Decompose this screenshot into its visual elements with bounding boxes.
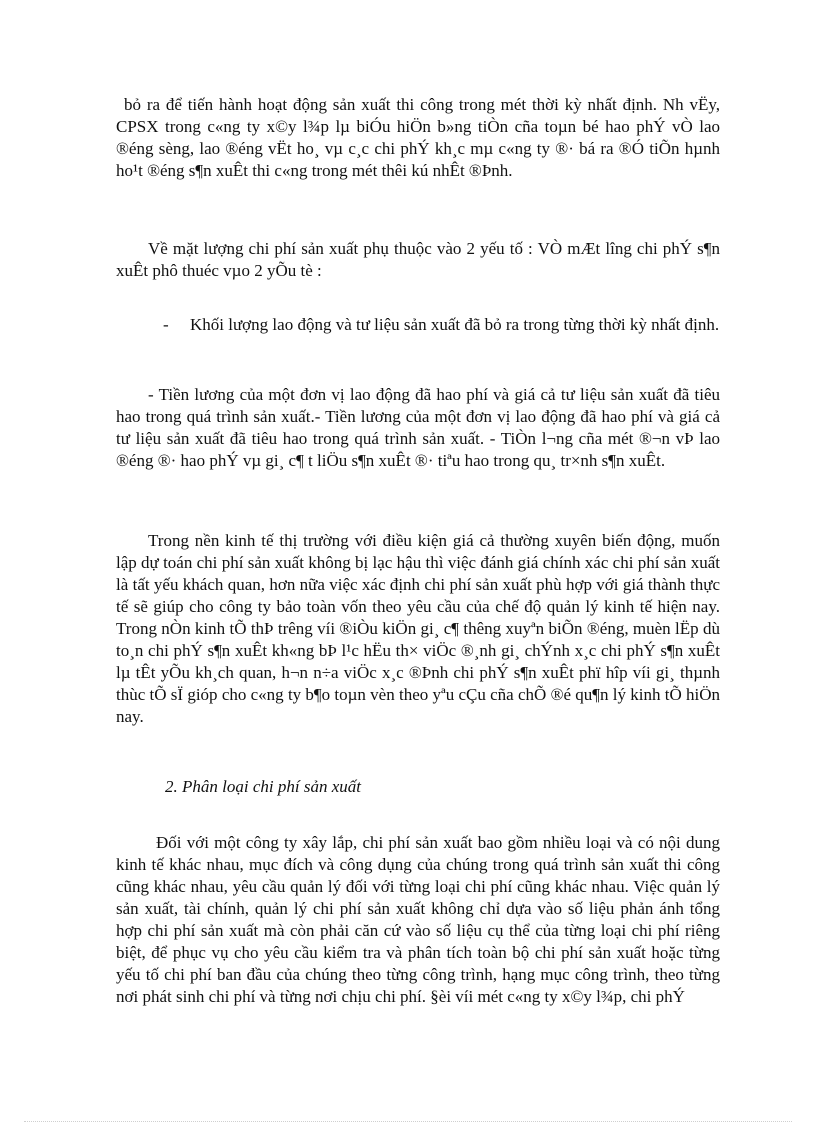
section-heading: 2. Phân loại chi phí sản xuất — [165, 777, 361, 796]
paragraph-cpsx-definition — [116, 94, 720, 182]
bullet-text: Khối lượng lao động và tư liệu sản xuất đã bỏ ra trong từng thời kỳ nhất định. — [190, 315, 720, 334]
page-bottom-divider — [24, 1121, 792, 1122]
paragraph-wages: - Tiền lương của một đơn vị lao động đã hao phí và giá cả tư liệu sản xuất đã tiêu hao trong quá trình sản xuất.- Tiền lương của một đơn vị lao động đã hao phí và giá cả tư liệu sản xuất đã tiêu hao trong quá trình sản xuất. - TiÒn l¬ng cña mét ®¬n vÞ lao ®éng ®· hao phÝ vµ gi¸ c¶ t liÖu s¶n xuÊt ®· tiªu hao trong qu¸ tr×nh s¶n xuÊt. — [116, 385, 720, 470]
paragraph-cost-classification: Đối với một công ty xây lắp, chi phí sản xuất bao gồm nhiều loại và có nội dung kinh tế khác nhau, mục đích và công dụng của chúng trong quá trình sản xuất thi công cũng khác nhau, yêu cầu quản lý đối với từng loại chi phí cũng khác nhau. Việc quản lý sản xuất, tài chính, quản lý chi phí sản xuất không chỉ dựa vào số liệu phản ánh tổng hợp chi phí sản xuất mà còn phải căn cứ vào số liệu cụ thể của từng loại chi phí riêng biệt, để phục vụ cho yêu cầu kiểm tra và phân tích toàn bộ chi phí sản xuất hoặc từng yếu tố chi phí ban đầu của chúng theo từng công trình, hạng mục công trình, theo từng nơi phát sinh chi phí và từng nơi chịu chi phí. §èi víi mét c«ng ty x©y l¾p, chi phÝ — [116, 833, 720, 1006]
paragraph-market-economy: Trong nền kinh tế thị trường với điều kiện giá cả thường xuyên biến động, muốn lập dự toán chi phí sản xuất không bị lạc hậu thì việc đánh giá chính xác chi phí sản xuất là tất yếu khách quan, hơn nữa việc xác định chi phí sản xuất phù hợp với giá thành thực tế sẽ giúp cho công ty bảo toàn vốn theo yêu cầu của chế độ quản lý kinh tế hiện nay. Trong nÒn kinh tÕ thÞ trêng víi ®iÒu kiÖn gi¸ c¶ thêng xuyªn biÕn ®éng, muèn lËp dù to¸n chi phÝ s¶n xuÊt kh«ng bÞ l¹c hËu th× viÖc ®¸nh gi¸ chÝnh x¸c chi phÝ s¶n xuÊt lµ tÊt yÕu kh¸ch quan, h¬n n÷a viÖc x¸c ®Þnh chi phÝ s¶n xuÊt phï hîp víi gi¸ thµnh thùc tÕ sÏ gióp cho c«ng ty b¶o toµn vèn theo yªu cÇu cña chÕ ®é qu¶n lý kinh tÕ hiÖn nay. — [116, 531, 720, 726]
paragraph-text: bỏ ra để tiến hành hoạt động sản xuất thi công trong mét thời kỳ nhất định. Nh vËy, CPSX trong c«ng ty x©y l¾p lµ biÓu hiÖn b»ng tiÒn cña toµn bé hao phÝ vÒ lao ®éng sèng, lao ®éng vËt ho¸ vµ c¸c chi phÝ kh¸c mµ c«ng ty ®· bá ra ®Ó tiÕn hµnh ho¹t ®éng s¶n xuÊt thi c«ng trong mét thêi kú nhÊt ®Þnh. — [116, 95, 720, 180]
bullet-dash: - — [163, 315, 169, 334]
paragraph-quantity-factors: Về mặt lượng chi phí sản xuất phụ thuộc vào 2 yếu tố : VÒ mÆt lîng chi phÝ s¶n xuÊt phô thuéc vµo 2 yÕu tè : — [116, 239, 720, 280]
